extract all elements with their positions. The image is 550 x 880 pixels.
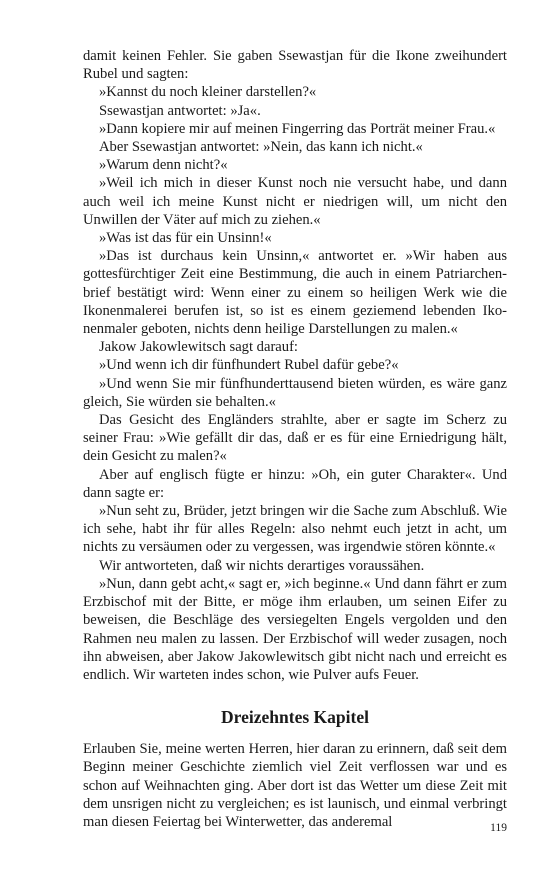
page-number: 119 (490, 822, 507, 834)
paragraph: »Nun, dann gebt acht,« sagt er, »ich beginne.« Und dann fährt er zum Erzbischof mit der Bitte, er möge ihm erlauben, um seinen Eifer zu beweisen, die Beschläge des versiegelten Engels vergolden und den Rahmen neu malen zu lassen. Der Erzbischof will weder zusagen, noch ihn abweisen, aber Jakow Jakowlewitsch gibt nicht nach und erreicht es endlich. Wir warteten indes schon, wie Pulver aufs Feuer. (83, 575, 507, 683)
paragraph: »Nun seht zu, Brüder, jetzt bringen wir die Sache zum Abschluß. Wie ich sehe, habt ihr für alles Regeln: also nehmt euch jetzt in acht, um nichts zu versäumen oder zu vergessen, was irgendwie stören könnte.« (83, 503, 507, 556)
paragraph: damit keinen Fehler. Sie gaben Ssewastjan für die Ikone zweihundert Rubel und sagten: (83, 48, 507, 83)
paragraph: »Das ist durchaus kein Unsinn,« antwortet er. »Wir haben aus gottesfürchtiger Zeit eine Bestimmung, die auch in einem Patriarchenbrief bestätigt wird: Wenn einer zu einem so heiligen Werk wie die Ikonenmalerei berufen ist, so ist es einem geziemend lebenden Ikonenmaler geboten, nichts denn heilige Darstellungen zu malen.« (83, 248, 507, 338)
paragraph: »Warum denn nicht?« (99, 157, 228, 174)
paragraph: Jakow Jakowlewitsch sagt darauf: (99, 339, 298, 356)
paragraph: »Kannst du noch kleiner darstellen?« (99, 84, 317, 101)
chapter-heading: Dreizehntes Kapitel (221, 707, 369, 728)
book-page (83, 47, 507, 831)
body-text-after-heading (83, 740, 507, 831)
paragraph: Erlauben Sie, meine werten Herren, hier daran zu erinnern, daß seit dem Beginn meiner Geschichte ziemlich viel Zeit verflossen war und es schon auf Weihnachten ging. Aber dort ist das Wetter um diese Zeit mit dem unsrigen nicht zu vergleichen; es ist launisch, und einmal verbringt man diesen Feiertag bei Winterwetter, das anderemal (83, 741, 507, 830)
paragraph: Aber Ssewastjan antwortet: »Nein, das kann ich nicht.« (99, 139, 423, 156)
paragraph: Ssewastjan antwortet: »Ja«. (99, 102, 261, 119)
paragraph: Aber auf englisch fügte er hinzu: »Oh, ein guter Charakter«. Und dann sagte er: (83, 466, 507, 501)
body-text-before-heading (83, 47, 507, 684)
paragraph: »Und wenn Sie mir fünfhunderttausend bieten würden, es wäre ganz gleich, Sie würden sie behalten.« (83, 375, 507, 410)
paragraph: »Und wenn ich dir fünfhundert Rubel dafür gebe?« (99, 357, 399, 374)
paragraph: Wir antworteten, daß wir nichts derartiges voraussähen. (99, 557, 425, 574)
paragraph: »Dann kopiere mir auf meinen Fingerring das Porträt meiner Frau.« (99, 120, 496, 137)
paragraph: »Was ist das für ein Unsinn!« (99, 230, 272, 247)
paragraph: Das Gesicht des Engländers strahlte, aber er sagte im Scherz zu seiner Frau: »Wie gefällt dir das, daß er es für eine Erniedrigung hält, dein Gesicht zu malen?« (83, 412, 507, 465)
paragraph: »Weil ich mich in dieser Kunst noch nie versucht habe, und dann auch weil ich meine Kunst nicht er niedrigen will, um nicht den Unwillen der Väter auf mich zu ziehen.« (83, 175, 507, 228)
